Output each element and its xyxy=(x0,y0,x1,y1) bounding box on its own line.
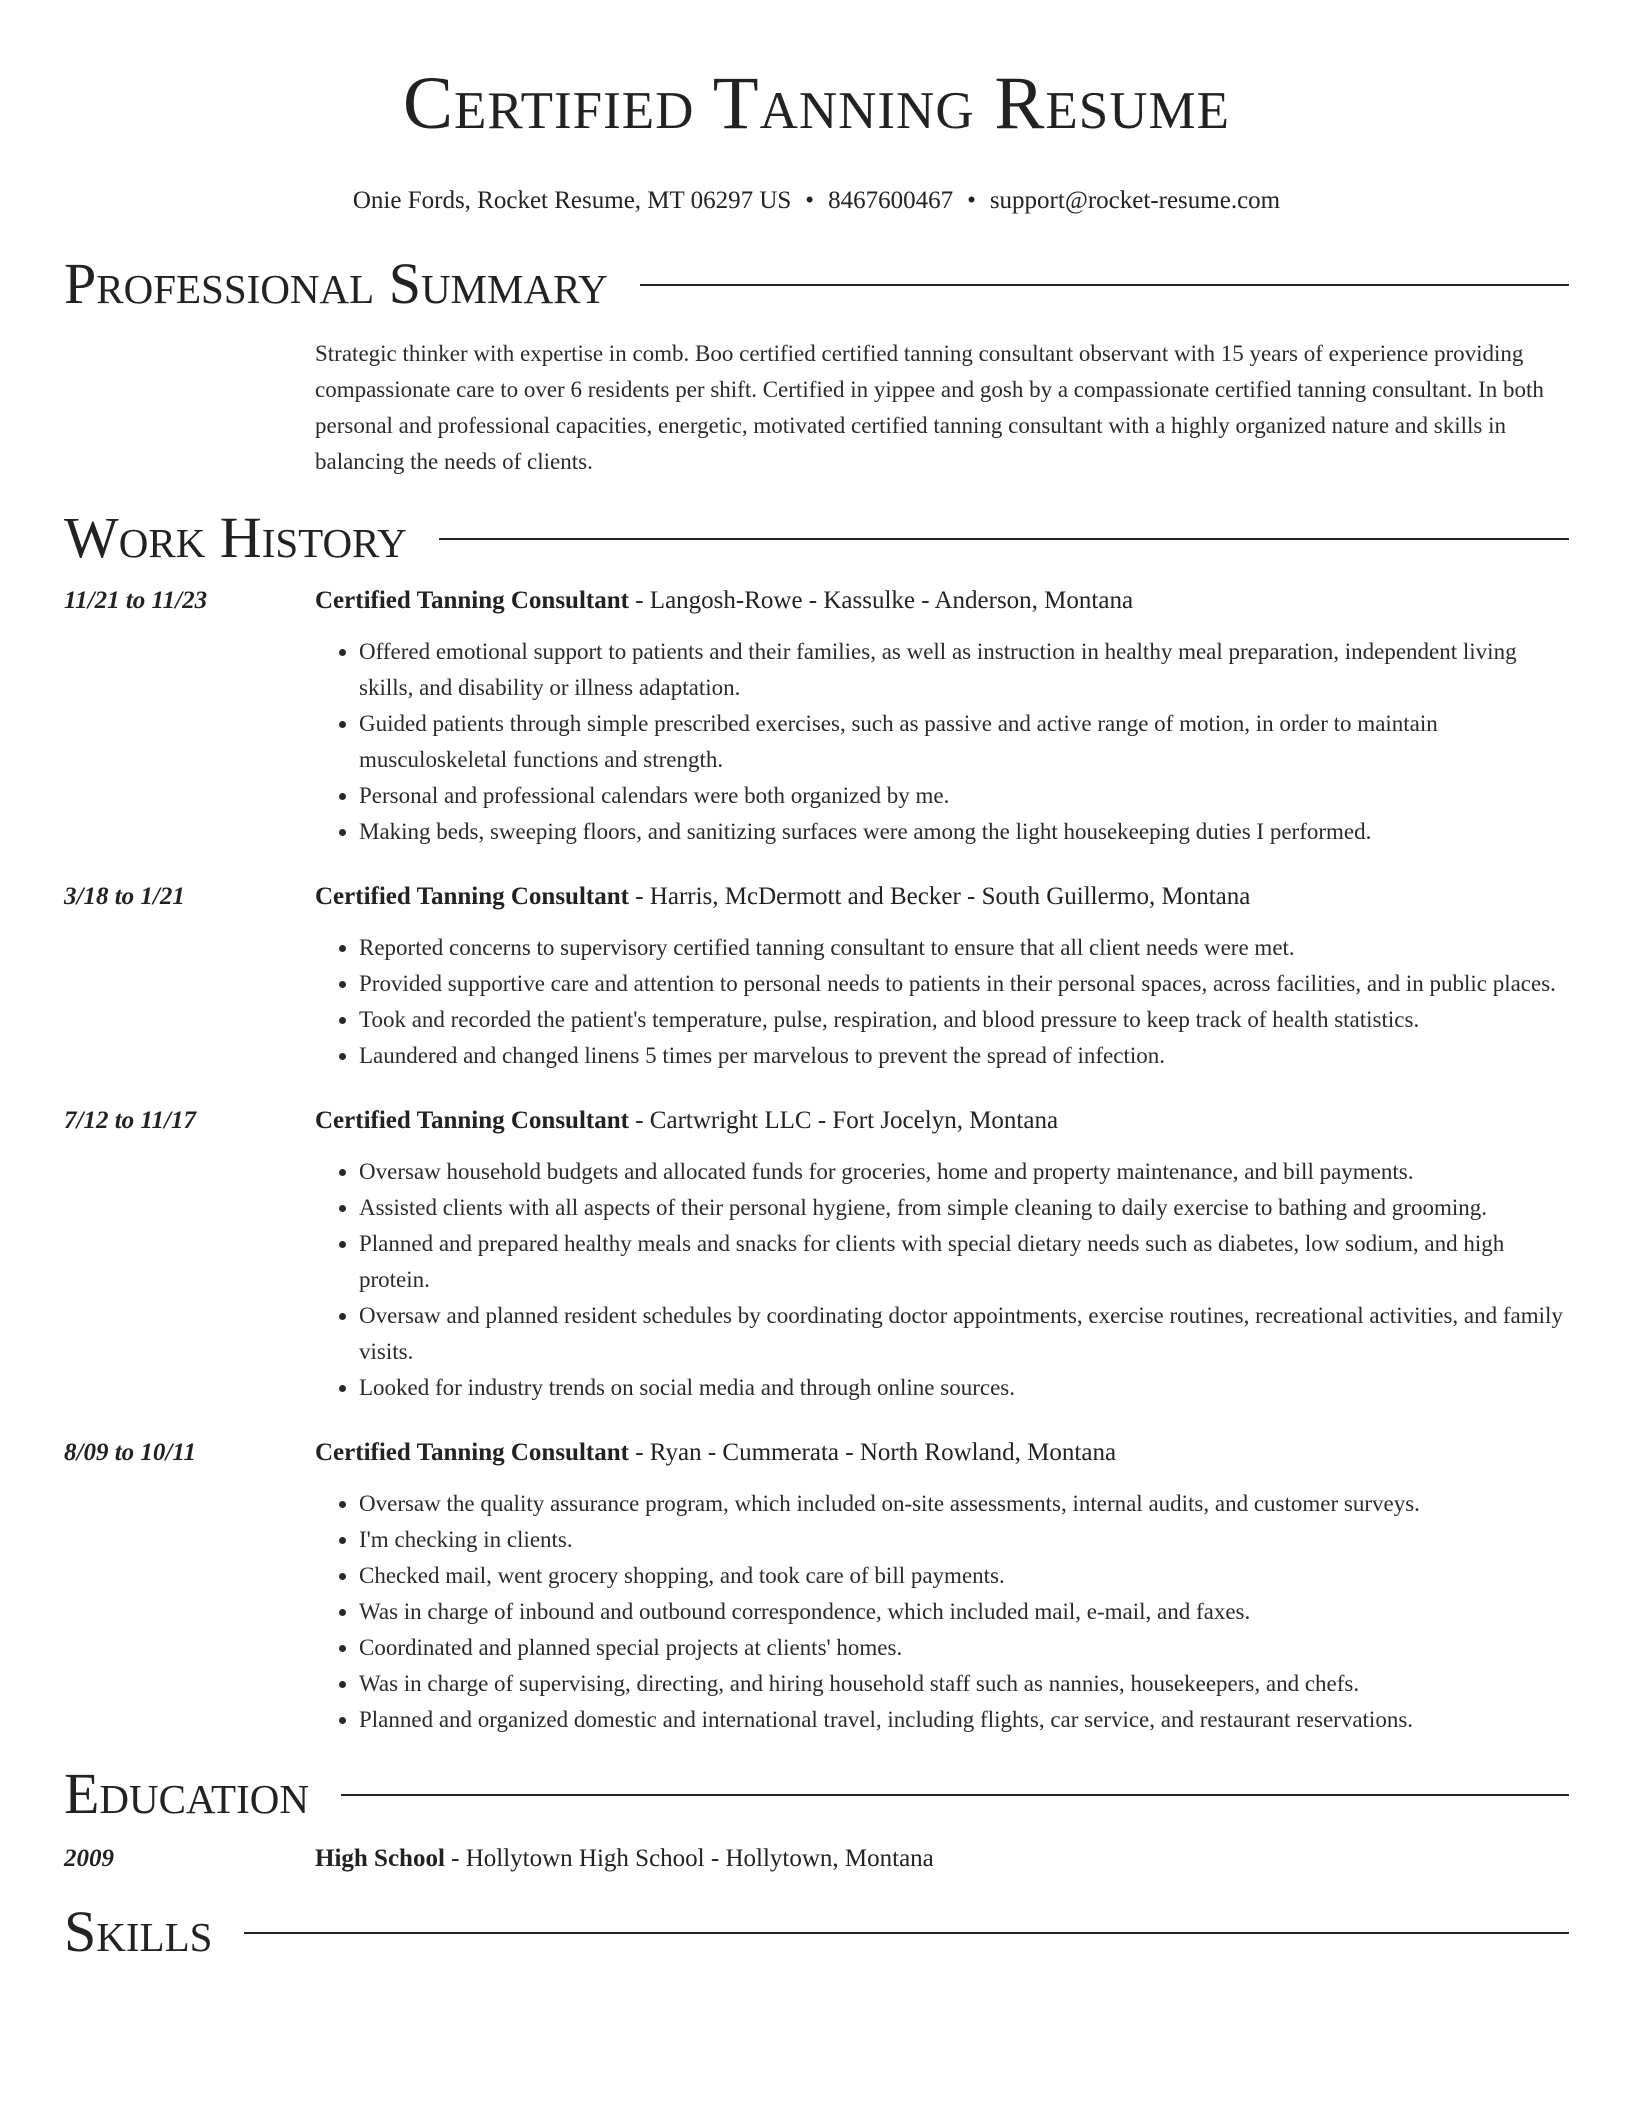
job-bullet: • Laundered and changed linens 5 times per marvelous to prevent the spread of infection. xyxy=(359,1038,1569,1074)
job-dates: 7/12 to 11/17 xyxy=(64,1107,196,1134)
job-heading xyxy=(315,586,1569,616)
job-bullets xyxy=(315,634,1569,850)
job-bullet: • Was in charge of inbound and outbound correspondence, which included mail, e-mail, and faxes. xyxy=(359,1594,1569,1630)
job-bullets xyxy=(315,1486,1569,1738)
work-heading: Work History xyxy=(64,505,407,570)
job-details: - Ryan - Cummerata - North Rowland, Montana xyxy=(628,1439,1117,1466)
summary-section-header xyxy=(64,251,1569,316)
job-list xyxy=(64,586,1569,1738)
job-entry xyxy=(64,1438,1569,1738)
work-section-header xyxy=(64,505,1569,570)
job-title: Certified Tanning Consultant xyxy=(315,883,629,910)
education-details: - Hollytown High School - Hollytown, Montana xyxy=(444,1845,934,1872)
job-bullet: • Checked mail, went grocery shopping, and took care of bill payments. xyxy=(359,1558,1569,1594)
job-title: Certified Tanning Consultant xyxy=(315,1439,629,1466)
education-degree: High School xyxy=(315,1845,445,1872)
education-heading: Education xyxy=(64,1761,309,1826)
job-dates: 11/21 to 11/23 xyxy=(64,587,208,614)
contact-address: Onie Fords, Rocket Resume, MT 06297 US xyxy=(352,187,792,214)
job-bullets xyxy=(315,930,1569,1074)
skills-section-header xyxy=(64,1899,1569,1964)
job-entry xyxy=(64,586,1569,850)
job-heading xyxy=(315,1106,1569,1136)
job-bullet: • Took and recorded the patient's temperature, pulse, respiration, and blood pressure to keep track of health statistics. xyxy=(359,1002,1569,1038)
job-bullet: • Reported concerns to supervisory certified tanning consultant to ensure that all client needs were met. xyxy=(359,930,1569,966)
job-bullet: • Looked for industry trends on social media and through online sources. xyxy=(359,1370,1569,1406)
contact-line xyxy=(64,186,1569,216)
job-entry xyxy=(64,882,1569,1074)
job-bullets xyxy=(315,1154,1569,1406)
contact-separator: • xyxy=(805,187,815,214)
job-details: - Cartwright LLC - Fort Jocelyn, Montana xyxy=(628,1107,1059,1134)
job-heading xyxy=(315,882,1569,912)
job-bullet: • Oversaw household budgets and allocated funds for groceries, home and property maintenance, and bill payments. xyxy=(359,1154,1569,1190)
education-heading-line xyxy=(315,1844,1569,1874)
job-bullet: • Oversaw the quality assurance program, which included on-site assessments, internal audits, and customer surveys. xyxy=(359,1486,1569,1522)
job-bullet: • Provided supportive care and attention to personal needs to patients in their personal spaces, across facilities, and in public places. xyxy=(359,966,1569,1002)
section-divider xyxy=(341,1794,1569,1796)
job-entry xyxy=(64,1106,1569,1406)
resume-title: Certified Tanning Resume xyxy=(403,62,1230,145)
job-bullet: • Planned and organized domestic and international travel, including flights, car service, and restaurant reservations. xyxy=(359,1702,1569,1738)
job-bullet: • Guided patients through simple prescribed exercises, such as passive and active range of motion, in order to maintain musculoskeletal functions and strength. xyxy=(359,706,1569,778)
summary-text: Strategic thinker with expertise in comb. Boo certified certified tanning consultant observant with 15 years of experience providing compassionate care to over 6 residents per shift. Certified in yippee and gosh by a compassionate certified tanning consultant. In both personal and professional capacities, energetic, motivated certified tanning consultant with a highly organized nature and skills in balancing the needs of clients. xyxy=(315,341,1544,474)
section-divider xyxy=(640,284,1569,286)
job-details: - Harris, McDermott and Becker - South Guillermo, Montana xyxy=(628,883,1251,910)
job-dates: 8/09 to 10/11 xyxy=(64,1439,196,1466)
job-bullet: • Making beds, sweeping floors, and sanitizing surfaces were among the light housekeeping duties I performed. xyxy=(359,814,1569,850)
education-section-header xyxy=(64,1761,1569,1826)
job-dates: 3/18 to 1/21 xyxy=(64,883,185,910)
section-divider xyxy=(244,1932,1569,1934)
summary-heading: Professional Summary xyxy=(64,251,608,316)
contact-phone: 8467600467 xyxy=(828,187,954,214)
job-bullet: • Was in charge of supervising, directing, and hiring household staff such as nannies, housekeepers, and chefs. xyxy=(359,1666,1569,1702)
job-bullet: • I'm checking in clients. xyxy=(359,1522,1569,1558)
job-title: Certified Tanning Consultant xyxy=(315,587,629,614)
job-bullet: • Assisted clients with all aspects of their personal hygiene, from simple cleaning to daily exercise to bathing and grooming. xyxy=(359,1190,1569,1226)
contact-email: support@rocket-resume.com xyxy=(989,187,1281,214)
job-bullet: • Coordinated and planned special projects at clients' homes. xyxy=(359,1630,1569,1666)
job-bullet: • Planned and prepared healthy meals and snacks for clients with special dietary needs such as diabetes, low sodium, and high protein. xyxy=(359,1226,1569,1298)
job-bullet: • Personal and professional calendars were both organized by me. xyxy=(359,778,1569,814)
job-bullet: • Oversaw and planned resident schedules by coordinating doctor appointments, exercise routines, recreational activities, and family visits. xyxy=(359,1298,1569,1370)
job-heading xyxy=(315,1438,1569,1468)
section-divider xyxy=(439,538,1569,540)
skills-heading: Skills xyxy=(64,1899,213,1964)
job-title: Certified Tanning Consultant xyxy=(315,1107,629,1134)
education-entry xyxy=(64,1844,1569,1874)
contact-separator: • xyxy=(967,187,976,214)
job-details: - Langosh-Rowe - Kassulke - Anderson, Montana xyxy=(628,587,1134,614)
education-year: 2009 xyxy=(64,1845,114,1872)
job-bullet: • Offered emotional support to patients and their families, as well as instruction in healthy meal preparation, independent living skills, and disability or illness adaptation. xyxy=(359,634,1569,706)
